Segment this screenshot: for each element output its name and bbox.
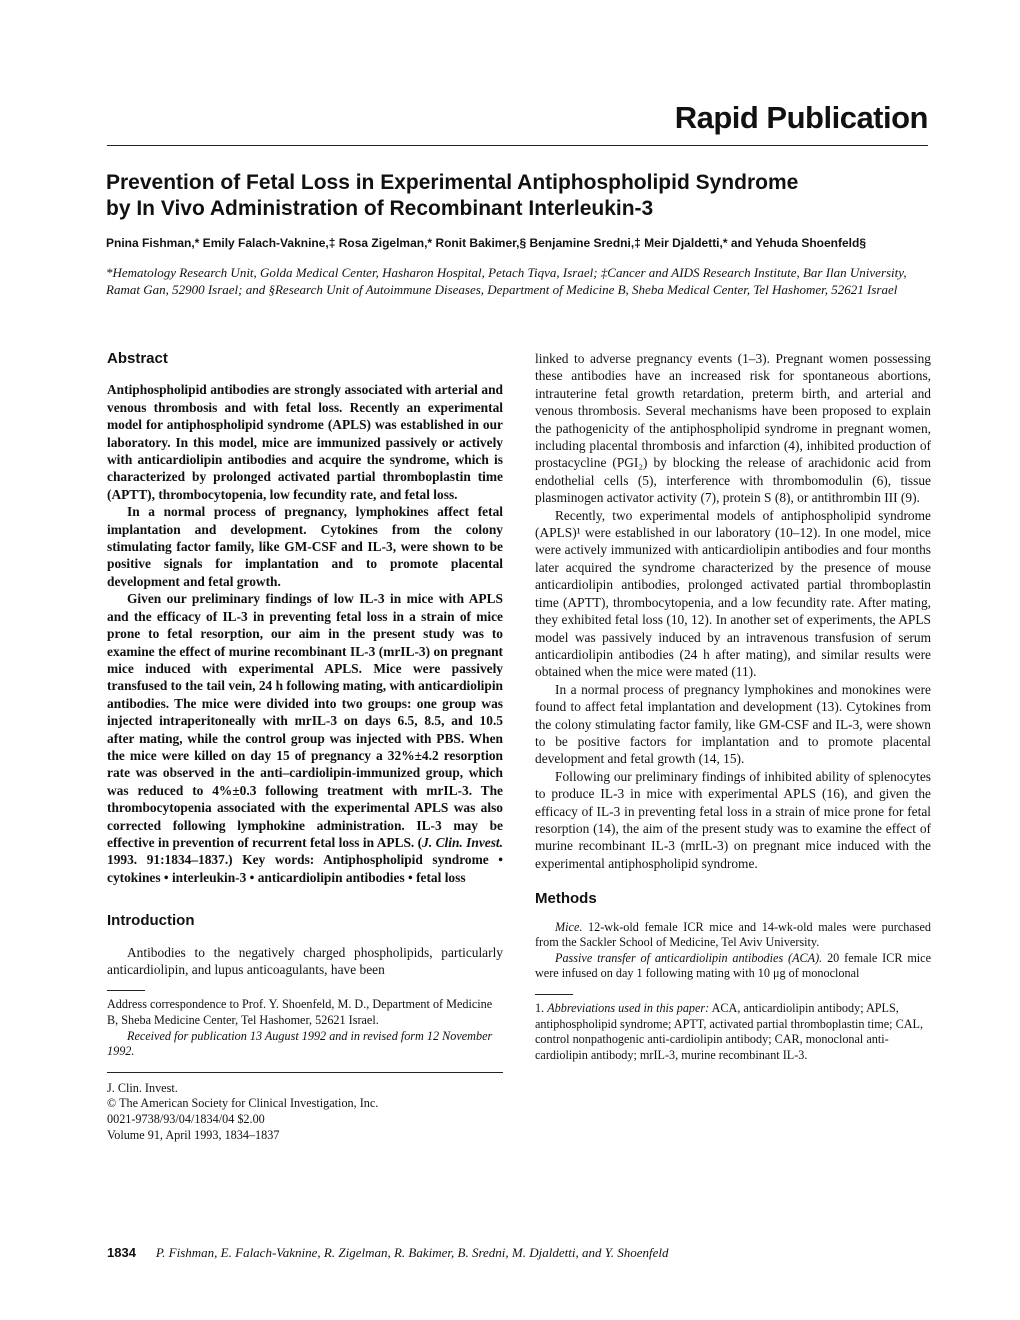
affiliations: *Hematology Research Unit, Golda Medical Center, Hasharon Hospital, Petach Tiqva, Israel; ‡Cancer and AIDS Research Institute, Bar Ilan University, Ramat Gan, 52900 Israel; and §Research Unit of Autoimmune Diseases, Department of Medicine B, Sheba Medical Center, Tel Hashomer, 52621 Israel [106,265,907,297]
intro-paragraph: In a normal process of pregnancy lymphokines and monokines were found to affect fetal implantation and development (13). Cytokines from the colony stimulating factor family, like GM-CSF and IL-3, were shown to be positive factors for implantation and to promote placental development and fetal growth (14, 15). [535,681,931,767]
page-footer [107,1245,669,1261]
footnote-divider [107,990,145,991]
running-authors: P. Fishman, E. Falach-Vaknine, R. Zigelman, R. Bakimer, B. Sredni, M. Djaldetti, and Y. Shoenfeld [155,1245,669,1260]
abstract-paragraph: In a normal process of pregnancy, lymphokines affect fetal implantation and development. Cytokines from the colony stimulating factor family, like GM-CSF and IL-3, were shown to be positive signals for implantation and to promote placental development and fetal growth. [107,504,503,589]
introduction-body [107,944,503,979]
introduction-continued [535,350,931,872]
correspondence-address: Address correspondence to Prof. Y. Shoenfeld, M. D., Department of Medicine B, Sheba Medicine Center, Tel Hashomer, 52621 Israel. [107,997,493,1027]
methods-heading: Methods [535,890,597,908]
author-list: Pnina Fishman,* Emily Falach-Vaknine,‡ Rosa Zigelman,* Ronit Bakimer,§ Benjamine Sredni,‡ Meir Djaldetti,* and Yehuda Shoenfeld§ [106,236,866,250]
intro-paragraph: Antibodies to the negatively charged phospholipids, particularly anticardiolipin, and lupus anticoagulants, have been [107,944,503,977]
methods-paragraph [535,951,931,982]
footnote-label: Abbreviations used in this paper: [547,1000,710,1015]
abstract-paragraph: Antiphospholipid antibodies are strongly associated with arterial and venous thrombosis and with fetal loss. Recently an experimental model for antiphospholipid syndrome (APLS) was established in our laboratory. In this model, mice are immunized passively or actively with anticardiolipin antibodies and acquire the syndrome, which is characterized by prolonged activated partial thromboplastin time (APTT), thrombocytopenia, low fecundity rate, and fetal loss. [107,382,503,502]
methods-subheading: Passive transfer of anticardiolipin antibodies (ACA). [555,950,823,965]
title-line-1: Prevention of Fetal Loss in Experimental Antiphospholipid Syndrome [106,171,799,194]
journal-info [107,1081,503,1143]
methods-text: 12-wk-old female ICR mice and 14-wk-old males were purchased from the Sackler School of Medicine, Tel Aviv University. [535,919,931,950]
article-title [106,170,926,222]
copyright: © The American Society for Clinical Investigation, Inc. [107,1096,379,1111]
journal-name: J. Clin. Invest. [107,1080,178,1095]
methods-subheading: Mice. [555,919,583,934]
received-dates: Received for publication 13 August 1992 and in revised form 12 November 1992. [107,1028,493,1059]
intro-paragraph: Recently, two experimental models of antiphospholipid syndrome (APLS)¹ were established in our laboratory (10–12). In one model, mice were actively immunized with anticardiolipin antibodies and four months later acquired the syndrome characterized by the presence of mouse anticardiolipin antibodies, prolonged activated partial thromboplastin time (APTT), thrombocytopenia, and a low fecundity rate. After mating, they exhibited fetal loss (10, 12). In another set of experiments, the APLS model was passively induced by an intravenous transfusion of serum anticardiolipin antibodies (24 h after mating), and similar results were obtained when the mice were mated (11). [535,507,931,680]
journal-info-divider [107,1072,503,1073]
page-number: 1834 [107,1245,136,1260]
section-label: Rapid Publication [674,100,928,135]
footnote-text: ACA, anticardiolipin antibody; APLS, antiphospholipid syndrome; APTT, activated partial thromboplastin time; CAL, control nonpathogenic anti-cardiolipin antibody; CAR, monoclonal anti-cardiolipin antibody; mrIL-3, murine recombinant IL-3. [535,1000,924,1062]
abstract-paragraph [107,590,503,886]
issn-price: 0021-9738/93/04/1834/04 $2.00 [107,1111,265,1126]
abstract-body [107,381,503,886]
abstract-text-end: 1993. 91:1834–1837.) Key words: Antiphospholipid syndrome • cytokines • interleukin-3 • anticardiolipin antibodies • fetal loss [107,852,503,885]
journal-citation: J. Clin. Invest. [422,834,503,850]
abbreviations-footnote [535,1001,931,1063]
introduction-heading: Introduction [107,912,195,930]
footnote-number: 1. [535,1000,548,1015]
title-line-2: by In Vivo Administration of Recombinant Interleukin-3 [106,197,654,220]
intro-paragraph: Following our preliminary findings of inhibited ability of splenocytes to produce IL-3 in mice with experimental APLS (16), and given the efficacy of IL-3 in preventing fetal loss in a strain of mice prone for fetal resorption (14), the aim of the present study was to examine the effect of murine recombinant IL-3 (mrIL-3) on pregnant mice induced with the experimental antiphospholipid syndrome. [535,768,931,871]
abstract-text: Given our preliminary findings of low IL-3 in mice with APLS and the efficacy of IL-3 in preventing fetal loss in a strain of mice prone to fetal resorption, our aim in the present study was to examine the effect of murine recombinant IL-3 (mrIL-3) on pregnant mice induced with experimental APLS. Mice were passively transfused to the tail vein, 24 h following mating, with anticardiolipin antibodies. The mice were divided into two groups: one group was injected intraperitoneally with mrIL-3 on days 6.5, 8.5, and 10.5 after mating, while the control group was injected with PBS. When the mice were killed on day 15 of pregnancy a 32%±4.2 resorption rate was observed in the anti–cardiolipin-immunized group, which was reduced to 4%±0.3 following treatment with mrIL-3. The thrombocytopenia associated with the experimental APLS was also corrected following lymphokine administration. IL-3 may be effective in prevention of recurrent fetal loss in APLS. ( [107,591,503,850]
abstract-heading: Abstract [107,350,168,367]
correspondence-block [107,997,503,1059]
methods-text: 20 female ICR mice were infused on day 1 following mating with 10 μg of monoclonal [535,950,931,981]
methods-body [535,920,931,982]
left-column [107,350,503,1143]
header-divider [107,145,928,146]
volume-info: Volume 91, April 1993, 1834–1837 [107,1127,280,1142]
footnote-divider [535,994,573,995]
intro-paragraph: linked to adverse pregnancy events (1–3). Pregnant women possessing these antibodies have an increased risk for spontaneous abortions, intrauterine fetal growth retardation, preterm birth, and arterial and venous thrombosis. Several mechanisms have been proposed to explain the pathogenicity of the antiphospholipid syndrome in pregnant women, including placental thrombosis and infarction (4), inhibited production of prostacycline (PGI₂) by blocking the release of arachidonic acid from endothelial cells (5), interference with thrombomodulin (6), tissue plasminogen activator activity (7), protein S (8), or antithrombin III (9). [535,351,931,506]
right-column [535,350,931,1063]
methods-paragraph [535,920,931,951]
